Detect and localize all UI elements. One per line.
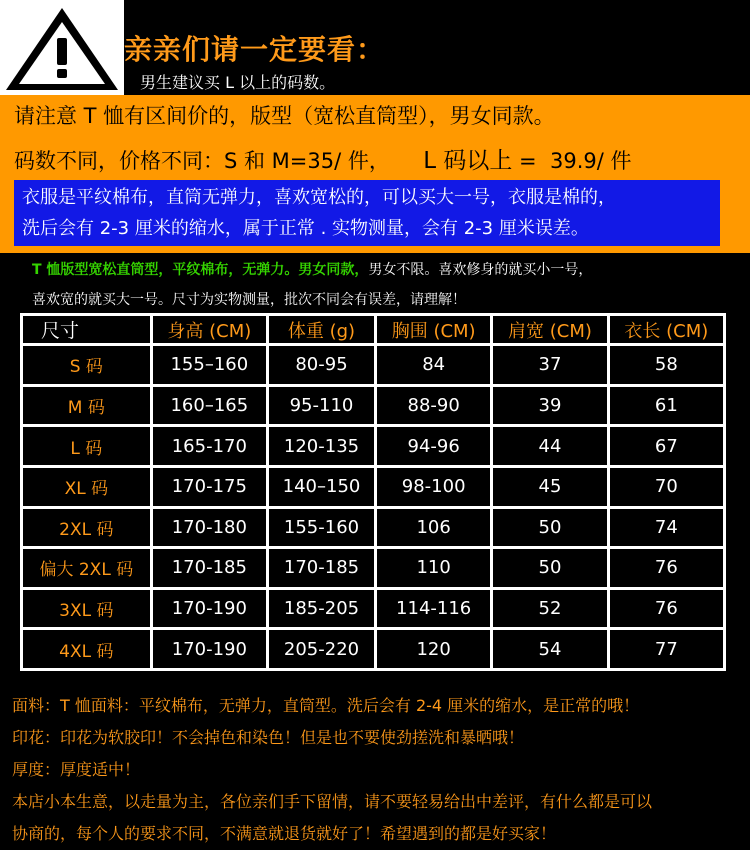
cell-shoulder: 50 (493, 549, 606, 587)
cell-size: 4XL 码 (23, 630, 150, 668)
cell-chest: 120 (377, 630, 490, 668)
cell-shoulder: 44 (493, 427, 606, 465)
cell-chest: 88-90 (377, 387, 490, 425)
table-row (23, 509, 723, 547)
info-highlight: T 恤版型宽松直筒型，平纹棉布，无弹力。男女同款， (32, 262, 369, 278)
cell-height: 170-190 (153, 590, 266, 628)
table-row (23, 590, 723, 628)
product-notes (12, 690, 742, 850)
header-shoulder: 肩宽 (CM) (493, 316, 606, 343)
table-row (23, 468, 723, 506)
cell-length: 70 (610, 468, 723, 506)
cell-size: L 码 (23, 427, 150, 465)
header-length: 衣长 (CM) (610, 316, 723, 343)
note-shop-1: 本店小本生意，以走量为主，各位亲们手下留情，请不要轻易给出中差评，有什么都是可以 (12, 792, 653, 811)
note-shop-2: 协商的，每个人的要求不同，不满意就退货就好了！希望遇到的都是好买家！ (12, 824, 557, 843)
cell-height: 170-175 (153, 468, 266, 506)
cell-shoulder: 37 (493, 346, 606, 384)
note-fabric: 面料：T 恤面料：平纹棉布，无弹力，直筒型。洗后会有 2-4 厘米的缩水，是正常的哦！ (12, 696, 640, 715)
warning-triangle-icon (0, 0, 124, 95)
warning-badge (0, 0, 124, 95)
fabric-notice-line-2: 洗后会有 2-3 厘米的缩水，属于正常 . 实物测量，会有 2-3 厘米误差。 (22, 218, 589, 239)
cell-weight: 185-205 (269, 590, 374, 628)
cell-chest: 84 (377, 346, 490, 384)
info-line-1 (32, 259, 592, 279)
page-subtitle: 男生建议买 L 以上的码数。 (140, 73, 336, 92)
cell-weight: 205-220 (269, 630, 374, 668)
cell-shoulder: 52 (493, 590, 606, 628)
cell-length: 77 (610, 630, 723, 668)
notice-line-2 (14, 142, 632, 175)
info-line-2: 喜欢宽的就买大一号。尺寸为实物测量，批次不同会有误差，请理解！ (32, 292, 466, 308)
cell-chest: 114-116 (377, 590, 490, 628)
cell-weight: 95-110 (269, 387, 374, 425)
cell-height: 165-170 (153, 427, 266, 465)
table-row (23, 387, 723, 425)
note-thickness: 厚度：厚度适中！ (12, 760, 141, 779)
cell-length: 67 (610, 427, 723, 465)
cell-size: 2XL 码 (23, 509, 150, 547)
cell-shoulder: 45 (493, 468, 606, 506)
cell-size: S 码 (23, 346, 150, 384)
cell-size: 偏大 2XL 码 (23, 549, 150, 587)
cell-size: XL 码 (23, 468, 150, 506)
table-row (23, 549, 723, 587)
note-print: 印花：印花为软胶印！不会掉色和染色！但是也不要使劲搓洗和暴晒哦！ (12, 728, 525, 747)
cell-height: 170-180 (153, 509, 266, 547)
size-chart-table (20, 313, 726, 671)
cell-length: 74 (610, 509, 723, 547)
info-text: 男女不限。喜欢修身的就买小一号， (368, 262, 593, 278)
cell-shoulder: 39 (493, 387, 606, 425)
table-header-row (23, 316, 723, 343)
cell-chest: 110 (377, 549, 490, 587)
cell-weight: 170-185 (269, 549, 374, 587)
cell-length: 76 (610, 590, 723, 628)
header-height: 身高 (CM) (153, 316, 266, 343)
cell-height: 155–160 (153, 346, 266, 384)
cell-shoulder: 54 (493, 630, 606, 668)
cell-height: 160–165 (153, 387, 266, 425)
header-size: 尺寸 (23, 316, 150, 343)
cell-length: 76 (610, 549, 723, 587)
cell-height: 170-185 (153, 549, 266, 587)
cell-shoulder: 50 (493, 509, 606, 547)
price-small-sizes: 码数不同，价格不同：S 和 M=35/ 件， (14, 149, 424, 173)
fabric-notice-box (14, 180, 720, 246)
fabric-notice-line-1: 衣服是平纹棉布，直筒无弹力，喜欢宽松的，可以买大一号，衣服是棉的， (22, 187, 616, 208)
header-chest: 胸围 (CM) (377, 316, 490, 343)
cell-size: 3XL 码 (23, 590, 150, 628)
table-row (23, 427, 723, 465)
cell-chest: 106 (377, 509, 490, 547)
cell-height: 170-190 (153, 630, 266, 668)
cell-chest: 98-100 (377, 468, 490, 506)
cell-weight: 155-160 (269, 509, 374, 547)
header-weight: 体重 (g) (269, 316, 374, 343)
cell-chest: 94-96 (377, 427, 490, 465)
cell-weight: 80-95 (269, 346, 374, 384)
table-row (23, 346, 723, 384)
cell-size: M 码 (23, 387, 150, 425)
cell-length: 61 (610, 387, 723, 425)
page-title: 亲亲们请一定要看： (124, 33, 386, 66)
cell-weight: 120-135 (269, 427, 374, 465)
price-large-label: L 码以上 (423, 148, 513, 174)
cell-length: 58 (610, 346, 723, 384)
price-large-value: = 39.9/ 件 (512, 149, 632, 173)
cell-weight: 140–150 (269, 468, 374, 506)
table-row (23, 630, 723, 668)
notice-line-1: 请注意 T 恤有区间价的，版型（宽松直筒型），男女同款。 (14, 104, 555, 128)
